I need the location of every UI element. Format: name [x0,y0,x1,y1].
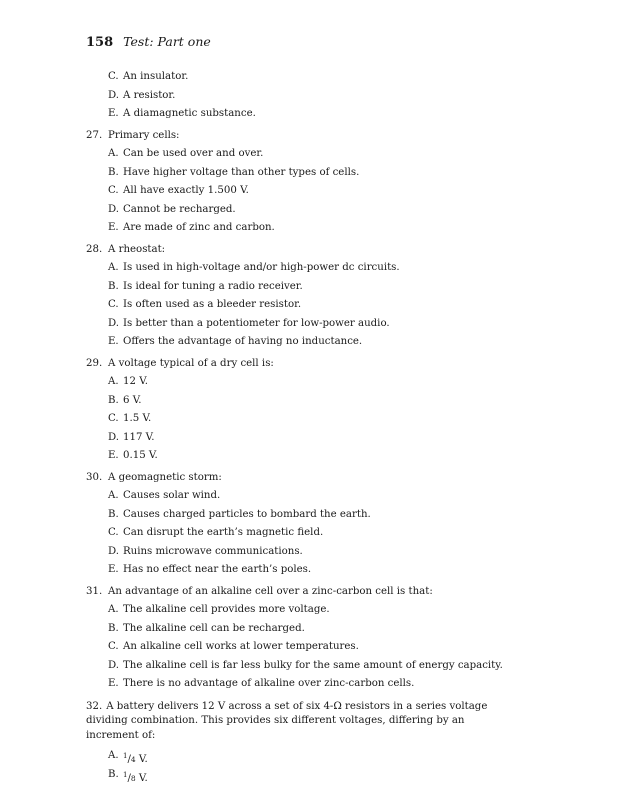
fraction-numerator: 1 [123,770,128,779]
option-b: B. Have higher voltage than other types of cells. [108,166,360,178]
option-d: D. A resistor. [108,89,176,101]
question-31: 31. An advantage of an alkaline cell over a zinc-carbon cell is that: [86,585,433,597]
option-c: C. Is often used as a bleeder resistor. [108,299,302,310]
option-c: C. All have exactly 1.500 V. [108,185,249,196]
option-c: C. Can disrupt the earth’s magnetic field. [108,527,324,538]
question-28: 28. A rheostat: [86,243,166,255]
question-stem: Primary cells: [108,129,180,141]
option-e: E. There is no advantage of alkaline over zinc-carbon cells. [108,678,415,689]
option-c: C. 1.5 V. [108,413,152,424]
question-29: 29. A voltage typical of a dry cell is: [86,357,274,369]
fraction-numerator: 1 [123,752,128,760]
fraction-denominator: 4 [130,755,136,764]
option-d: D. Is better than a potentiometer for low-power audio. [108,317,390,329]
option-b: B. $^1$/8 V. [108,768,148,784]
option-c: C. An insulator. [108,71,189,82]
option-a: A. Causes solar wind. [108,490,221,501]
option-d: D. Cannot be recharged. [108,203,236,215]
option-b: B. Is ideal for tuning a radio receiver. [108,280,303,292]
option-d: D. The alkaline cell is far less bulky for the same amount of energy capacity. [108,659,503,671]
option-e: E. Has no effect near the earth’s poles. [108,564,312,575]
page-header [86,34,211,50]
option-a: A. 12 V. [108,376,149,387]
option-a: A. Is used in high-voltage and/or high-power dc circuits. [108,262,400,273]
option-a: A. Can be used over and over. [108,148,264,159]
option-c: C. An alkaline cell works at lower temperatures. [108,641,359,652]
question-list [86,68,516,784]
option-a: A. The alkaline cell provides more voltage. [108,604,330,615]
option-b: B. The alkaline cell can be recharged. [108,622,305,634]
option-e: E. Are made of zinc and carbon. [108,222,275,233]
page-number: 158 [86,35,114,50]
question-32: 32. A battery delivers 12 V across a set of six 4-Ω resistors in a series voltage dividing combination. This provides six different voltages, differing by an increment of: [86,700,488,741]
option-e: E. A diamagnetic substance. [108,108,256,119]
question-stem: A geomagnetic storm: [108,471,222,483]
option-a: A. $^1$/4 V. [108,750,148,765]
option-b: B. Causes charged particles to bombard the earth. [108,508,371,520]
question-stem: A battery delivers 12 V across a set of six 4-Ω resistors in a series voltage dividing combination. This provides six different voltages, differing by an increment of: [86,700,488,741]
option-e: E. Offers the advantage of having no inductance. [108,336,363,347]
option-d: D. Ruins microwave communications. [108,545,303,557]
question-stem: A voltage typical of a dry cell is: [108,357,274,369]
question-stem: An advantage of an alkaline cell over a zinc-carbon cell is that: [108,585,433,597]
option-e: E. 0.15 V. [108,450,158,461]
option-b: B. 6 V. [108,394,142,406]
option-d: D. 117 V. [108,431,155,443]
running-title: Test: Part one [123,34,211,49]
question-30: 30. A geomagnetic storm: [86,471,222,483]
question-27: 27. Primary cells: [86,129,180,141]
fraction-denominator: 8 [130,773,136,783]
question-stem: A rheostat: [108,243,166,255]
